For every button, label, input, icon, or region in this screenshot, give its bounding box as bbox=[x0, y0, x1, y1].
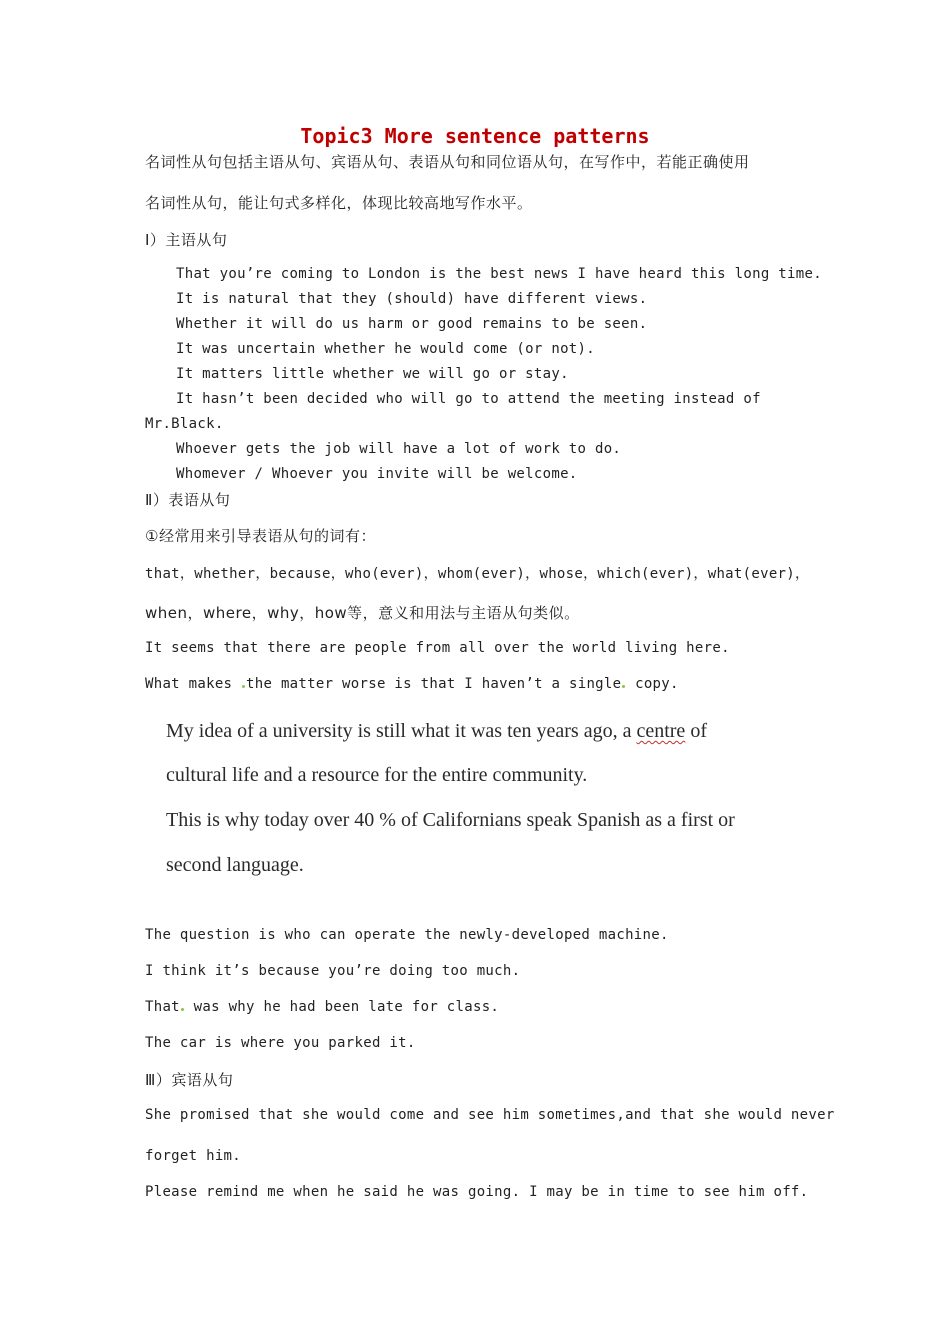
intro-line-1: 名词性从句包括主语从句、宾语从句、表语从句和同位语从句，在写作中，若能正确使用 bbox=[145, 153, 750, 171]
example-sentence: I think it’s because you’re doing too much. bbox=[145, 963, 521, 979]
section3-line: She promised that she would come and see him sometimes,and that she would never bbox=[145, 1107, 835, 1123]
section1-line: It was uncertain whether he would come (or not). bbox=[176, 341, 595, 357]
image-part: of bbox=[685, 720, 707, 742]
example-sentence: The question is who can operate the newly-developed machine. bbox=[145, 927, 669, 943]
spellcheck-word: centre bbox=[636, 720, 686, 742]
example-part: What makes bbox=[145, 676, 242, 692]
image-part: My idea of a university is still what it was ten years ago, a bbox=[166, 720, 637, 742]
intro-line-2: 名词性从句，能让句式多样化，体现比较高地写作水平。 bbox=[145, 194, 533, 212]
example-part: copy. bbox=[626, 676, 679, 692]
example-sentence: The car is where you parked it. bbox=[145, 1035, 416, 1051]
page-title: Topic3 More sentence patterns bbox=[300, 124, 650, 148]
mark-dot-icon bbox=[181, 1008, 184, 1011]
section2-words-2: when，where，why，how等，意义和用法与主语从句类似。 bbox=[145, 604, 580, 622]
section2-subheading: ①经常用来引导表语从句的词有： bbox=[145, 527, 376, 545]
example-sentence: It seems that there are people from all over the world living here. bbox=[145, 640, 730, 656]
section1-line: Whomever / Whoever you invite will be welcome. bbox=[176, 466, 578, 482]
example-part: the matter worse is that I haven’t a single bbox=[246, 676, 622, 692]
section1-line: Mr.Black. bbox=[145, 416, 224, 432]
section1-line: It is natural that they (should) have different views. bbox=[176, 291, 648, 307]
embedded-text-image bbox=[166, 708, 806, 888]
example-sentence bbox=[145, 676, 679, 692]
example-sentence bbox=[145, 999, 499, 1015]
image-line: second language. bbox=[166, 854, 304, 876]
image-line: cultural life and a resource for the entire community. bbox=[166, 764, 588, 786]
section1-heading: Ⅰ）主语从句 bbox=[145, 231, 228, 249]
mark-dot-icon bbox=[622, 685, 625, 688]
mark-dot-icon bbox=[242, 685, 245, 688]
example-part: That bbox=[145, 999, 180, 1015]
section3-heading: Ⅲ）宾语从句 bbox=[145, 1071, 234, 1089]
image-line bbox=[166, 720, 707, 743]
section1-line: It matters little whether we will go or stay. bbox=[176, 366, 569, 382]
section1-line: Whoever gets the job will have a lot of work to do. bbox=[176, 441, 622, 457]
section1-line: That you’re coming to London is the best news I have heard this long time. bbox=[176, 266, 822, 282]
section2-words: that，whether，because，who(ever)，whom(ever)，whose，which(ever)，what(ever)， bbox=[145, 566, 810, 582]
section2-heading: Ⅱ）表语从句 bbox=[145, 491, 231, 509]
example-part: was why he had been late for class. bbox=[184, 999, 500, 1015]
section3-line: Please remind me when he said he was going. I may be in time to see him off. bbox=[145, 1184, 809, 1200]
section3-line: forget him. bbox=[145, 1148, 242, 1164]
section1-line: Whether it will do us harm or good remains to be seen. bbox=[176, 316, 648, 332]
section1-line: It hasn’t been decided who will go to attend the meeting instead of bbox=[176, 391, 761, 407]
image-line: This is why today over 40 % of Californians speak Spanish as a first or bbox=[166, 809, 735, 831]
